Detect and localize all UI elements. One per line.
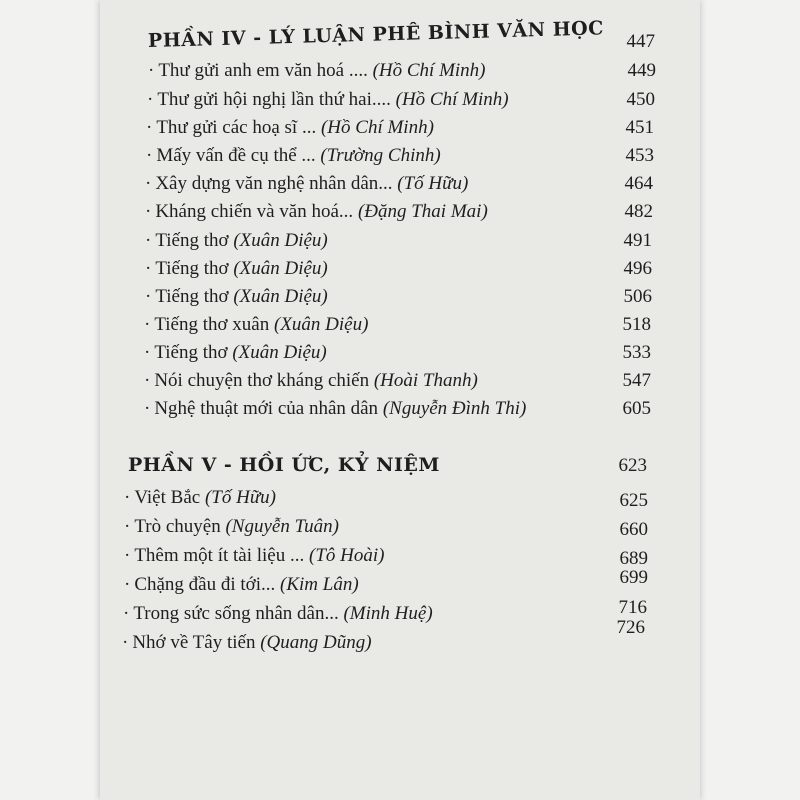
entry-author: (Hoài Thanh) <box>373 370 478 391</box>
entry-title: Nhớ về Tây tiến <box>132 632 261 653</box>
entry-title: Tiếng thơ <box>155 258 234 279</box>
entry-title: Thư gửi anh em văn hoá .... <box>158 60 373 81</box>
part4-entry <box>146 145 441 167</box>
entry-title: Nói chuyện thơ kháng chiến <box>154 370 374 391</box>
entry-author: (Tô Hoài) <box>309 545 385 566</box>
bullet-dash: · <box>145 173 152 194</box>
entry-title: Trò chuyện <box>134 516 226 537</box>
section-title-part5: PHẦN V - HỒI ỨC, KỶ NIỆM <box>128 454 440 476</box>
part5-entry-page: 726 <box>616 617 645 638</box>
entry-author: (Hồ Chí Minh) <box>395 89 509 110</box>
bullet-dash: · <box>124 545 131 566</box>
part4-entry <box>146 117 434 139</box>
part4-entry-page: 449 <box>627 60 656 81</box>
part5-entry-page: 660 <box>619 519 648 540</box>
part4-entry-page: 450 <box>626 89 655 110</box>
part5-entry <box>124 574 359 596</box>
entry-title: Thư gửi các hoạ sĩ ... <box>156 117 321 138</box>
part4-entry <box>144 342 327 364</box>
part4-entry-page: 506 <box>623 286 652 307</box>
entry-author: (Hồ Chí Minh) <box>320 117 434 138</box>
section-title-part4: PHẦN IV - LÝ LUẬN PHÊ BÌNH VĂN HỌC <box>147 17 605 52</box>
part5-entry <box>124 487 276 509</box>
entry-author: (Tố Hữu) <box>204 487 277 508</box>
entry-author: (Nguyễn Đình Thi) <box>382 398 527 419</box>
bullet-dash: · <box>144 370 151 391</box>
entry-author: (Minh Huệ) <box>343 603 433 624</box>
part4-entry <box>144 398 526 420</box>
part4-entry-page: 453 <box>625 145 654 166</box>
entry-title: Nghệ thuật mới của nhân dân <box>154 398 383 419</box>
part4-entry-page: 482 <box>624 201 653 222</box>
section-page-part5: 623 <box>618 455 647 476</box>
entry-author: (Nguyễn Tuân) <box>225 516 339 537</box>
entry-title: Tiếng thơ <box>155 230 234 251</box>
part5-entry <box>124 516 339 538</box>
bullet-dash: · <box>124 487 131 508</box>
entry-title: Mấy vấn đề cụ thể ... <box>156 145 321 166</box>
bullet-dash: · <box>146 145 153 166</box>
bullet-dash: · <box>123 603 130 624</box>
bullet-dash: · <box>144 398 151 419</box>
part4-entry <box>145 258 328 280</box>
entry-title: Chặng đầu đi tới... <box>134 574 281 595</box>
entry-title: Kháng chiến và văn hoá... <box>155 201 358 222</box>
bullet-dash: · <box>145 286 152 307</box>
entry-author: (Kim Lân) <box>280 574 359 595</box>
bullet-dash: · <box>145 258 152 279</box>
entry-author: (Hồ Chí Minh) <box>372 60 486 81</box>
part5-entry <box>122 632 372 654</box>
entry-author: (Quang Dũng) <box>260 632 372 653</box>
entry-title: Tiếng thơ xuân <box>154 314 274 335</box>
entry-title: Trong sức sống nhân dân... <box>133 603 344 624</box>
entry-title: Xây dựng văn nghệ nhân dân... <box>155 173 398 194</box>
bullet-dash: · <box>124 516 131 537</box>
entry-title: Việt Bắc <box>134 487 205 508</box>
part4-entry-page: 496 <box>623 258 652 279</box>
entry-author: (Trường Chinh) <box>320 145 441 166</box>
part4-entry <box>147 89 509 111</box>
bullet-dash: · <box>124 574 131 595</box>
entry-author: (Xuân Diệu) <box>233 258 328 279</box>
part4-entry <box>145 230 328 252</box>
part5-entry-page: 699 <box>619 567 648 588</box>
part5-entry-page: 689 <box>619 548 648 569</box>
entry-title: Tiếng thơ <box>155 286 234 307</box>
entry-author: (Xuân Diệu) <box>274 314 369 335</box>
bullet-dash: · <box>145 230 152 251</box>
bullet-dash: · <box>122 632 129 653</box>
entry-author: (Đặng Thai Mai) <box>357 201 488 222</box>
part4-entry <box>145 201 488 223</box>
part4-entry <box>144 370 478 392</box>
part4-entry <box>145 286 328 308</box>
bullet-dash: · <box>144 342 151 363</box>
entry-author: (Tố Hữu) <box>397 173 469 194</box>
entry-author: (Xuân Diệu) <box>233 230 328 251</box>
book-page <box>100 0 700 800</box>
part4-entry-page: 533 <box>622 342 651 363</box>
part4-entry <box>145 173 468 195</box>
part4-entry-page: 491 <box>623 230 652 251</box>
entry-author: (Xuân Diệu) <box>233 286 328 307</box>
part4-entry-page: 547 <box>622 370 651 391</box>
part5-entry <box>124 545 384 567</box>
bullet-dash: · <box>147 89 154 110</box>
part4-entry <box>148 60 486 82</box>
entry-title: Thêm một ít tài liệu ... <box>134 545 309 566</box>
part4-entry <box>144 314 368 336</box>
part4-entry-page: 451 <box>625 117 654 138</box>
entry-author: (Xuân Diệu) <box>232 342 327 363</box>
part5-entry <box>123 603 433 625</box>
bullet-dash: · <box>148 60 155 81</box>
part4-entry-page: 518 <box>622 314 651 335</box>
part5-entry-page: 716 <box>618 597 647 618</box>
bullet-dash: · <box>146 117 153 138</box>
bullet-dash: · <box>145 201 152 222</box>
part5-entry-page: 625 <box>619 490 648 511</box>
section-page-part4: 447 <box>626 31 655 52</box>
part4-entry-page: 464 <box>624 173 653 194</box>
entry-title: Thư gửi hội nghị lần thứ hai.... <box>157 89 396 110</box>
bullet-dash: · <box>144 314 151 335</box>
entry-title: Tiếng thơ <box>154 342 233 363</box>
part4-entry-page: 605 <box>622 398 651 419</box>
